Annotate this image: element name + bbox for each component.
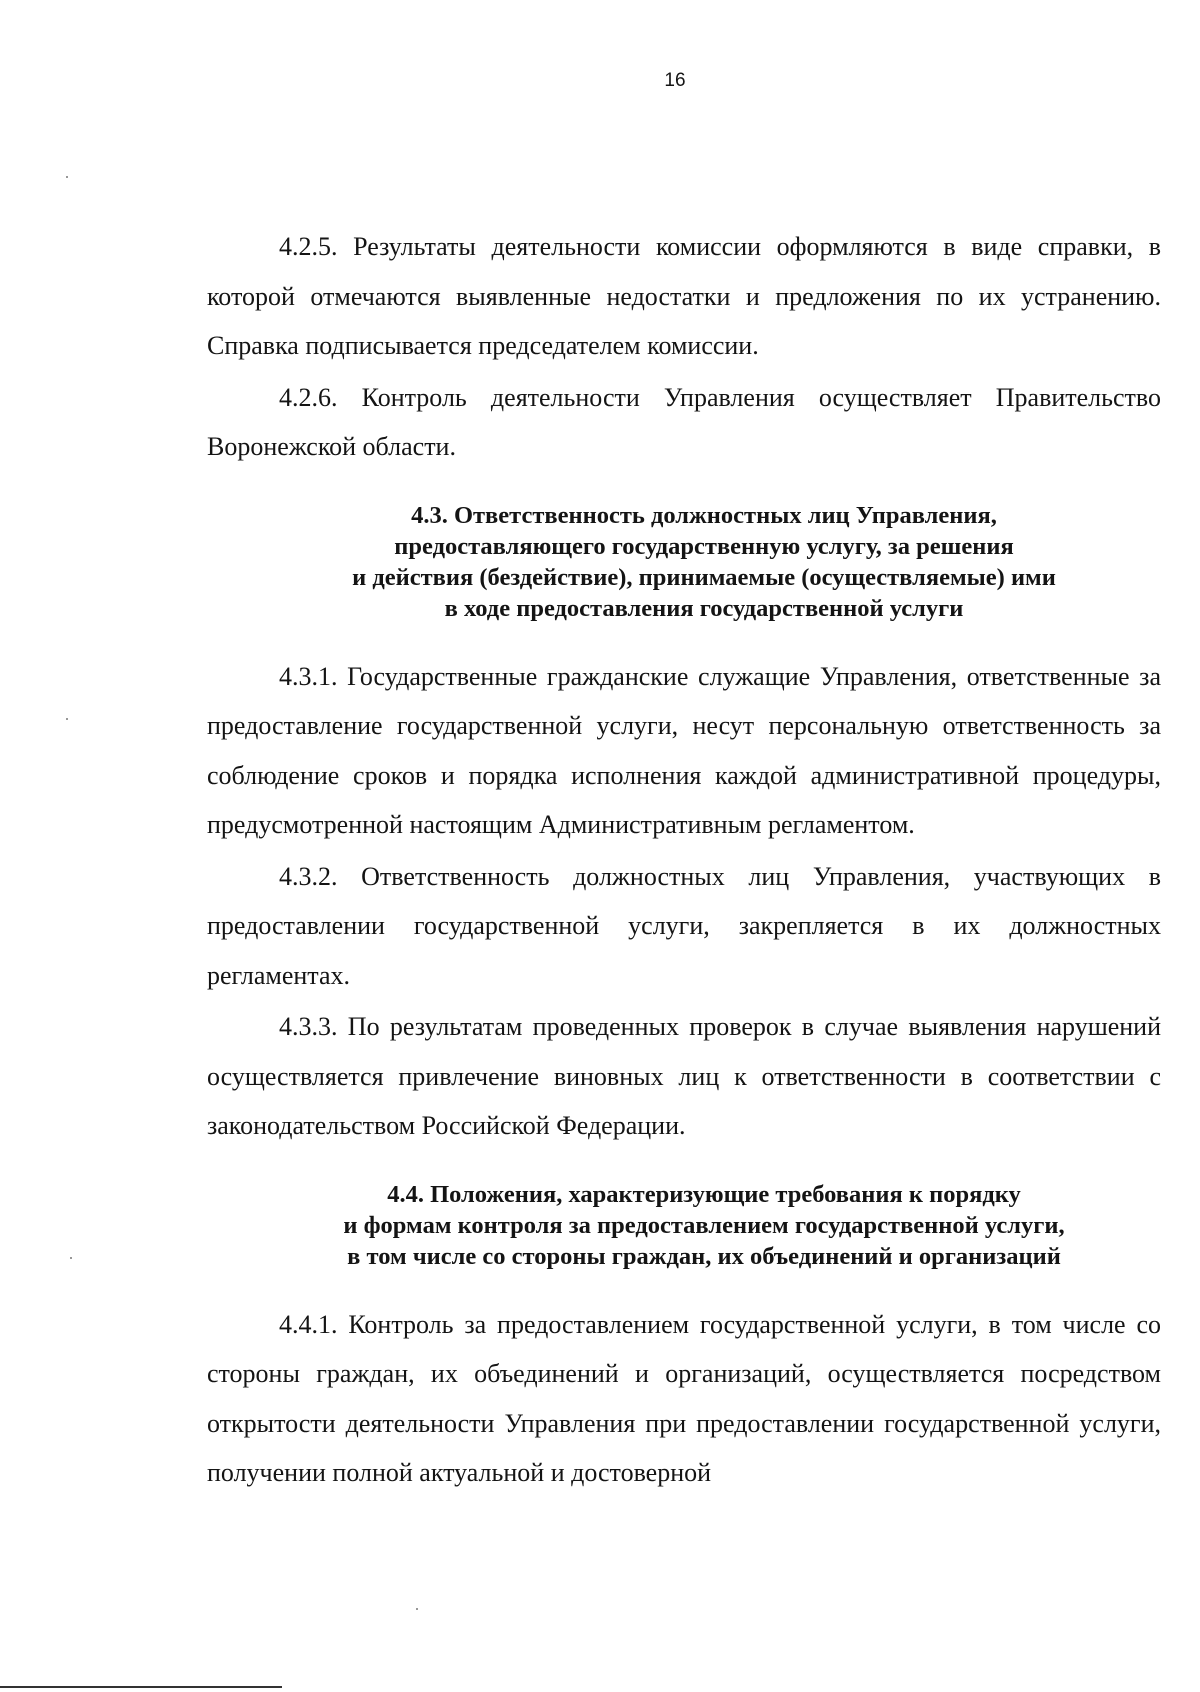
document-body: [207, 222, 1161, 1500]
page-number: 16: [664, 70, 686, 91]
paragraph-4-3-2: 4.3.2. Ответственность должностных лиц Управления, участвующих в предоставлении государственной услуги, закрепляется в их должностных регламентах.: [207, 861, 1161, 990]
heading-line: в ходе предоставления государственной услуги: [444, 594, 964, 622]
section-heading-4-3: [207, 500, 1161, 624]
scan-speck: [416, 1608, 418, 1610]
heading-line: 4.3. Ответственность должностных лиц Управления,: [411, 501, 997, 529]
heading-line: 4.4. Положения, характеризующие требования к порядку: [387, 1180, 1021, 1208]
heading-line: предоставляющего государственную услугу, за решения: [394, 532, 1014, 560]
scan-speck: [66, 176, 68, 178]
paragraph-4-2-5: 4.2.5. Результаты деятельности комиссии оформляются в виде справки, в которой отмечаются выявленные недостатки и предложения по их устранению. Справка подписывается председателем комиссии.: [207, 232, 1161, 360]
paragraph-4-3-1: 4.3.1. Государственные гражданские служащие Управления, ответственные за предоставление государственной услуги, несут персональную ответственность за соблюдение сроков и порядка исполнения каждой административной процедуры, предусмотренной настоящим Административным регламентом.: [207, 661, 1161, 839]
scan-speck: [66, 718, 68, 720]
heading-line: и формам контроля за предоставлением государственной услуги,: [343, 1211, 1065, 1239]
paragraph-4-3-3: 4.3.3. По результатам проведенных проверок в случае выявления нарушений осуществляется привлечение виновных лиц к ответственности в соответствии с законодательством Российской Федерации.: [207, 1012, 1161, 1140]
heading-line: в том числе со стороны граждан, их объединений и организаций: [347, 1242, 1061, 1270]
footnote-rule: [0, 1686, 282, 1688]
paragraph-4-4-1: 4.4.1. Контроль за предоставлением государственной услуги, в том числе со стороны граждан, их объединений и организаций, осуществляется посредством открытости деятельности Управления при предоставлении государственной услуги, получении полной актуальной и достоверной: [207, 1309, 1161, 1487]
paragraph-4-2-6: 4.2.6. Контроль деятельности Управления осуществляет Правительство Воронежской области.: [207, 382, 1161, 461]
scan-speck: [70, 1257, 72, 1259]
heading-line: и действия (бездействие), принимаемые (осуществляемые) ими: [352, 563, 1056, 591]
section-heading-4-4: [207, 1179, 1161, 1272]
